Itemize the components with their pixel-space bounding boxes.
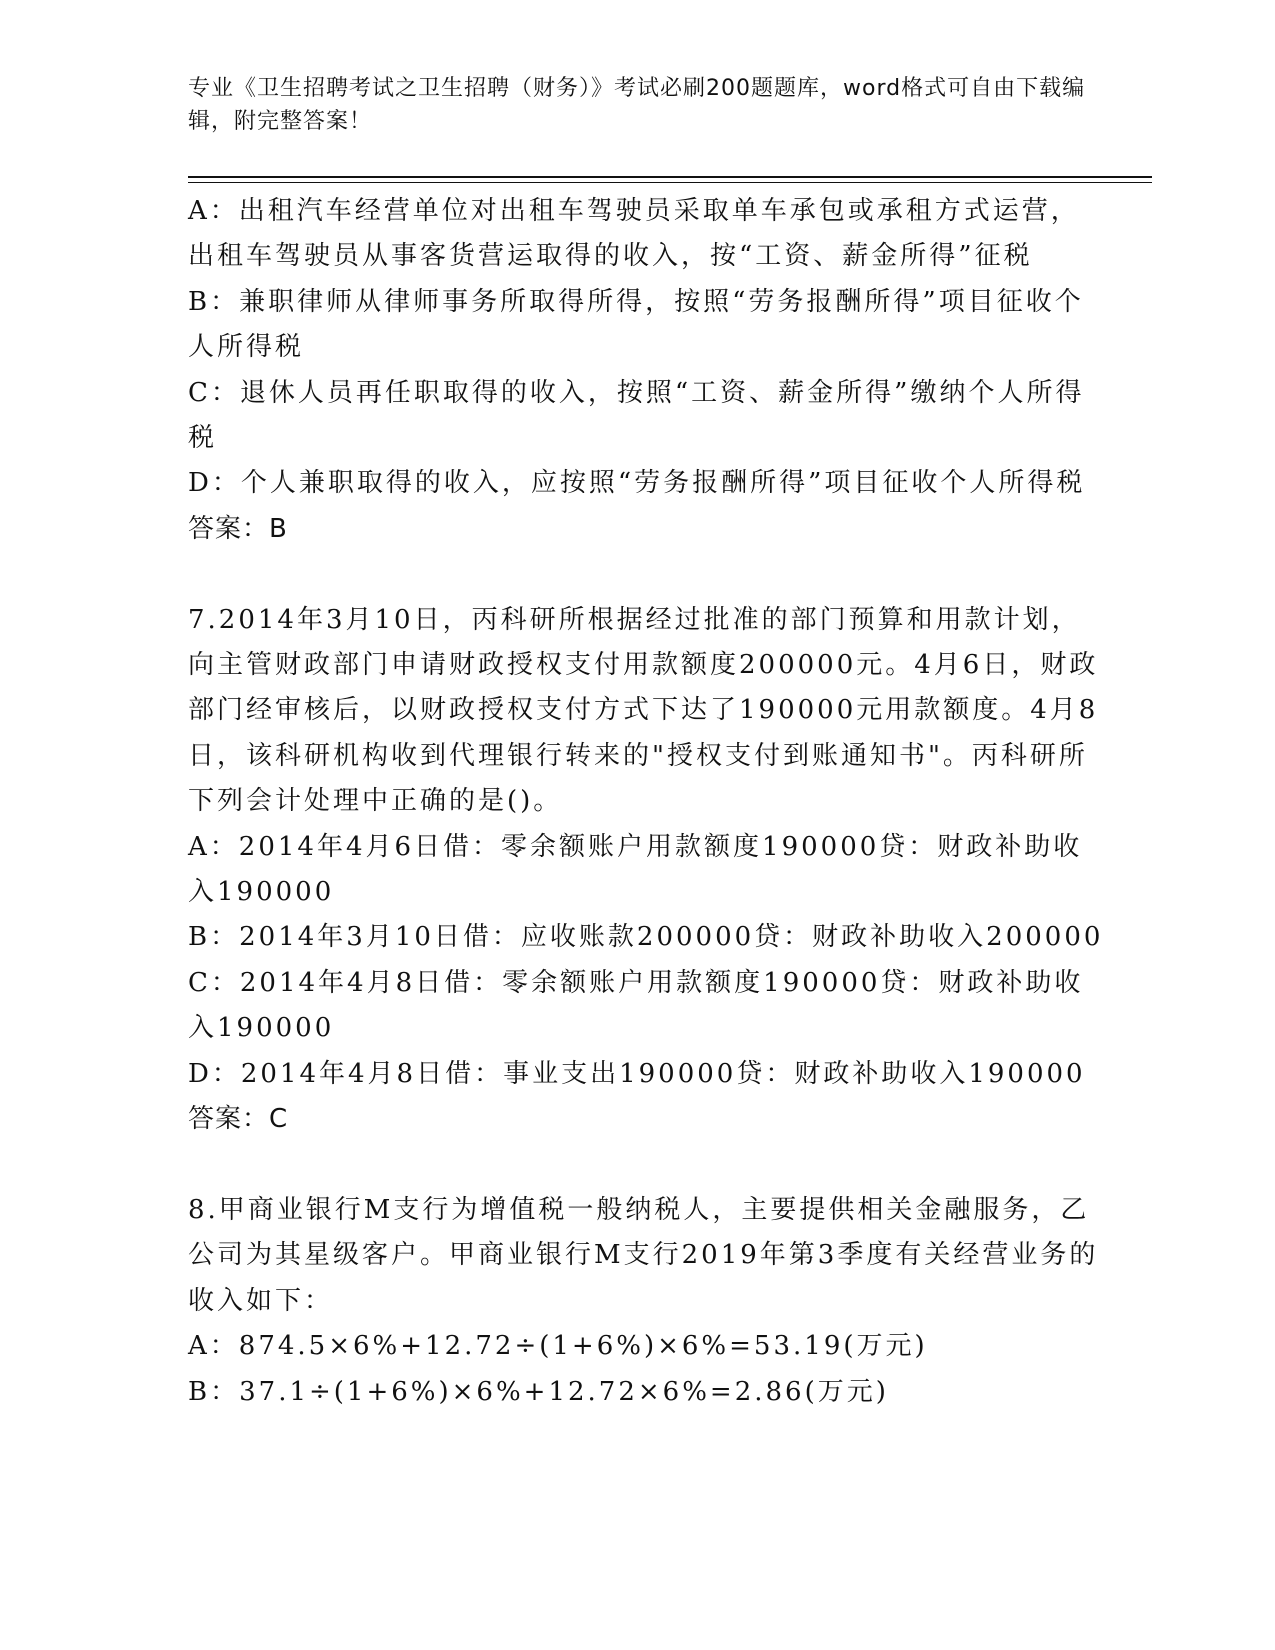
document-body xyxy=(188,189,1108,1415)
q7-option-d: D：2014年4月8日借：事业支出190000贷：财政补助收入190000 xyxy=(188,1058,1086,1089)
q7-answer: 答案：C xyxy=(188,1104,289,1135)
q7-option-c: C：2014年4月8日借：零余额账户用款额度190000贷：财政补助收入190000 xyxy=(188,967,1084,1044)
spacer xyxy=(188,1143,1108,1188)
q6-option-d: D：个人兼职取得的收入，应按照“劳务报酬所得”项目征收个人所得税 xyxy=(188,468,1086,499)
q7-stem: 7.2014年3月10日，丙科研所根据经过批准的部门预算和用款计划，向主管财政部门申请财政授权支付用款额度200000元。4月6日，财政部门经审核后，以财政授权支付方式下达了190000元用款额度。4月8日，该科研机构收到代理银行转来的"授权支付到账通知书"。丙科研所下列会计处理中正确的是()。 xyxy=(188,604,1099,817)
q6-option-c: C：退休人员再任职取得的收入，按照“工资、薪金所得”缴纳个人所得税 xyxy=(188,377,1085,454)
q7-option-b: B：2014年3月10日借：应收账款200000贷：财政补助收入200000 xyxy=(188,922,1104,953)
q6-answer: 答案：B xyxy=(188,513,288,544)
q6-option-b: B：兼职律师从律师事务所取得所得，按照“劳务报酬所得”项目征收个人所得税 xyxy=(188,286,1084,363)
page-header: 专业《卫生招聘考试之卫生招聘（财务）》考试必刷200题题库，word格式可自由下载编辑，附完整答案！ xyxy=(188,76,1086,134)
spacer xyxy=(188,552,1108,597)
q6-option-a: A：出租汽车经营单位对出租车驾驶员采取单车承包或承租方式运营，出租车驾驶员从事客货营运取得的收入，按“工资、薪金所得”征税 xyxy=(188,196,1080,272)
header-rule-thick xyxy=(188,176,1152,178)
q8-stem: 8.甲商业银行M支行为增值税一般纳税人，主要提供相关金融服务，乙公司为其星级客户。甲商业银行M支行2019年第3季度有关经营业务的收入如下： xyxy=(188,1194,1099,1316)
header-rule-thin xyxy=(188,182,1152,183)
q8-option-b: B：37.1÷(1+6%)×6%+12.72×6%=2.86(万元) xyxy=(188,1376,889,1407)
q8-option-a: A：874.5×6%+12.72÷(1+6%)×6%=53.19(万元) xyxy=(188,1331,928,1362)
q7-option-a: A：2014年4月6日借：零余额账户用款额度190000贷：财政补助收入190000 xyxy=(188,831,1083,908)
